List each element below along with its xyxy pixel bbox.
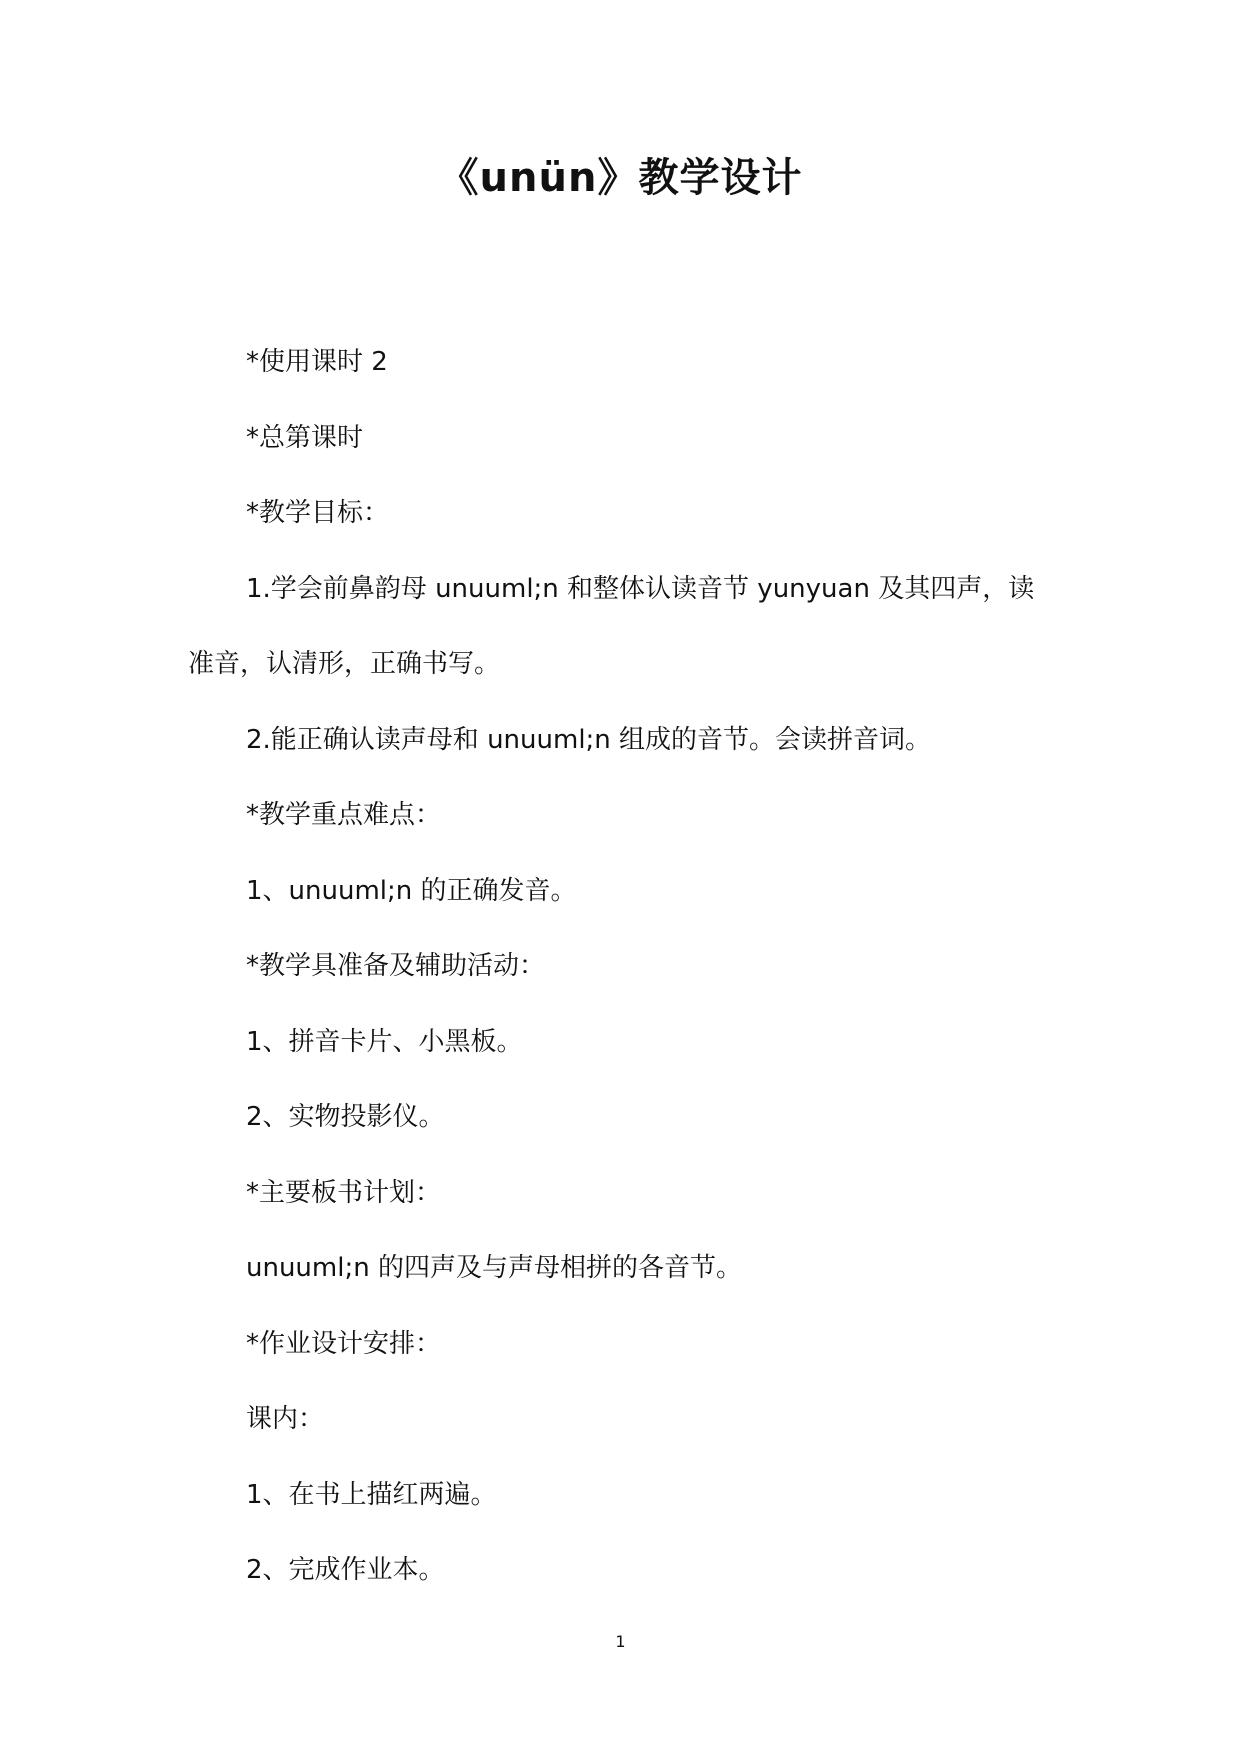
- paragraph-key-point-1: 1、unuuml;n 的正确发音。: [246, 875, 577, 906]
- paragraph-objective-1: 1.学会前鼻韵母 unuuml;n 和整体认读音节 yunyuan 及其四声，读准音，认清形，正确书写。: [188, 573, 1035, 679]
- paragraph-materials-heading: *教学具准备及辅助活动：: [246, 951, 546, 981]
- document-title: 《unün》教学设计: [438, 155, 803, 201]
- paragraph-key-points-heading: *教学重点难点：: [246, 800, 442, 830]
- paragraph-homework-heading: *作业设计安排：: [246, 1328, 442, 1359]
- paragraph-objective-2: 2.能正确认读声母和 unuuml;n 组成的音节。会读拼音词。: [246, 724, 932, 755]
- paragraph-board-plan: unuuml;n 的四声及与声母相拼的各音节。: [246, 1253, 742, 1283]
- paragraph-homework-2: 2、完成作业本。: [246, 1555, 445, 1585]
- paragraph-class-hours: *使用课时 2: [246, 347, 388, 377]
- paragraph-total-hours: *总第课时: [246, 422, 364, 453]
- paragraph-homework-1: 1、在书上描红两遍。: [246, 1479, 497, 1510]
- paragraph-material-1: 1、拼音卡片、小黑板。: [246, 1026, 523, 1057]
- page-number: 1: [615, 1632, 626, 1651]
- paragraph-in-class: 课内：: [246, 1404, 325, 1434]
- paragraph-material-2: 2、实物投影仪。: [246, 1102, 445, 1132]
- paragraph-board-plan-heading: *主要板书计划：: [246, 1177, 442, 1208]
- paragraph-objectives-heading: *教学目标：: [246, 498, 390, 528]
- document-body: [188, 325, 1058, 1609]
